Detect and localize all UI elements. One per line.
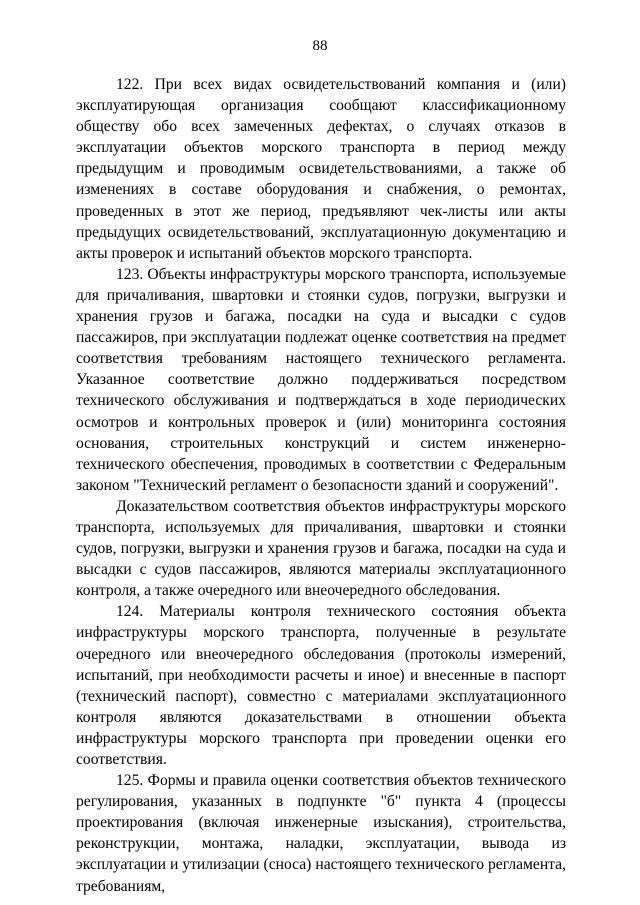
paragraph-122: 122. При всех видах освидетельствований компания и (или) эксплуатирующая организация сообщают классификационному обществу обо всех замеченных дефектах, о случаях отказов в эксплуатации объектов морского транспорта в период между предыдущим и проводимым освидетельствованиями, а также об изменениях в составе оборудования и снабжения, о ремонтах, проведенных в этот же период, предъявляют чек-листы или акты предыдущих освидетельствований, эксплуатационную документацию и акты проверок и испытаний объектов морского транспорта. (76, 76, 566, 262)
page-number: 88 (312, 38, 328, 54)
paragraph-123: 123. Объекты инфраструктуры морского транспорта, используемые для причаливания, швартовки и стоянки судов, погрузки, выгрузки и хранения грузов и багажа, посадки на суда и высадки с судов пассажиров, при эксплуатации подлежат оценке соответствия на предмет соответствия требованиям настоящего технического регламента. Указанное соответствие должно поддерживаться посредством технического обслуживания и подтверждаться в ходе периодических осмотров и контрольных проверок и (или) мониторинга состояния основания, строительных конструкций и систем инженерно-технического обеспечения, проводимых в соответствии с Федеральным законом "Технический регламент о безопасности зданий и сооружений". (76, 265, 566, 494)
document-body (76, 74, 566, 897)
paragraph-123-evidence: Доказательством соответствия объектов инфраструктуры морского транспорта, используемых для причаливания, швартовки и стоянки судов, погрузки, выгрузки и хранения грузов и багажа, посадки на суда и высадки с судов пассажиров, являются материалы эксплуатационного контроля, а также очередного или внеочередного обследования. (76, 497, 566, 600)
paragraph-125: 125. Формы и правила оценки соответствия объектов технического регулирования, указанных в подпункте "б" пункта 4 (процессы проектирования (включая инженерные изыскания), строительства, реконструкции, монтажа, наладки, эксплуатации, вывода из эксплуатации и утилизации (сноса) настоящего технического регламента, требованиям, (76, 772, 566, 895)
paragraph-124: 124. Материалы контроля технического состояния объекта инфраструктуры морского транспорта, полученные в результате очередного или внеочередного обследования (протоколы измерений, испытаний, при необходимости расчеты и иное) и внесенные в паспорт (технический паспорт), совместно с материалами эксплуатационного контроля являются доказательствами в отношении объекта инфраструктуры морского транспорта при проведении оценки его соответствия. (76, 603, 566, 768)
